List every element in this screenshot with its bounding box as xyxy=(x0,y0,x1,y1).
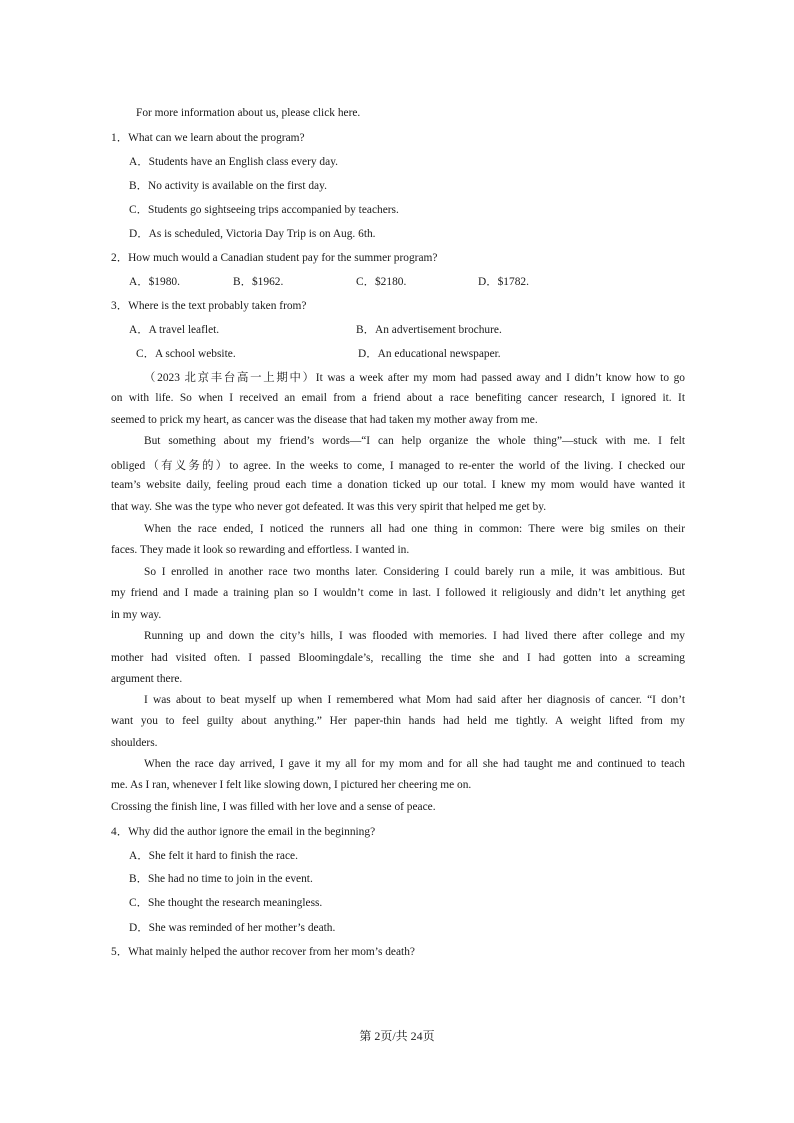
passage-line: argument there. xyxy=(111,673,183,685)
passage-line: shoulders. xyxy=(111,737,158,749)
question-1-option-c: C．Students go sightseeing trips accompanied by teachers. xyxy=(129,204,399,216)
question-4-stem: 4．Why did the author ignore the email in the beginning? xyxy=(111,826,376,838)
passage-line: Running up and down the city’s hills, I was flooded with memories. I had lived there after college and my xyxy=(144,630,685,642)
question-2-option-d: D．$1782. xyxy=(478,276,529,288)
page-footer: 第 2页/共 24页 xyxy=(359,1029,435,1043)
question-5-stem: 5．What mainly helped the author recover from her mom’s death? xyxy=(111,946,415,958)
passage-line: Crossing the finish line, I was filled with her love and a sense of peace. xyxy=(111,801,436,813)
passage-line: But something about my friend’s words—“I can help organize the whole thing”—stuck with me. I felt xyxy=(144,435,685,447)
question-3-option-b: B．An advertisement brochure. xyxy=(356,324,502,336)
question-4-option-d: D．She was reminded of her mother’s death. xyxy=(129,922,336,934)
question-1-stem: 1．What can we learn about the program? xyxy=(111,132,305,144)
passage-line: obliged（有义务的）to agree. In the weeks to come, I managed to re-enter the world of the living. I checked our xyxy=(111,460,685,472)
passage-line: want you to feel guilty about anything.” Her paper-thin hands had held me tightly. A weight lifted from my xyxy=(111,715,685,727)
question-3-option-d: D．An educational newspaper. xyxy=(358,348,501,360)
passage-line: me. As I ran, whenever I felt like slowing down, I pictured her cheering me on. xyxy=(111,779,472,791)
passage-line: mother had visited often. I passed Bloomingdale’s, recalling the time she and I had gotten into a screaming xyxy=(111,652,685,664)
question-3-option-c: C．A school website. xyxy=(136,348,236,360)
passage-line: team’s website daily, feeling proud each time a donation ticked up our total. I knew my mom would have wanted it xyxy=(111,479,685,491)
passage-line: I was about to beat myself up when I remembered what Mom had said after her diagnosis of cancer. “I don’t xyxy=(144,694,685,706)
passage-line: When the race day arrived, I gave it my all for my mom and for all she had taught me and continued to teach xyxy=(144,758,685,770)
question-3-stem: 3．Where is the text probably taken from? xyxy=(111,300,307,312)
question-1-option-b: B．No activity is available on the first day. xyxy=(129,180,327,192)
question-1-option-d: D．As is scheduled, Victoria Day Trip is on Aug. 6th. xyxy=(129,228,376,240)
passage-line: seemed to prick my heart, as cancer was the disease that had taken my mother away from me. xyxy=(111,414,538,426)
passage-line: （2023 北京丰台高一上期中）It was a week after my mom had passed away and I didn’t know how to go xyxy=(144,372,685,384)
question-2-stem: 2．How much would a Canadian student pay for the summer program? xyxy=(111,252,438,264)
passage-line: that way. She was the type who never got defeated. It was this very spirit that helped me get by. xyxy=(111,501,547,513)
intro-line: For more information about us, please click here. xyxy=(136,107,361,119)
passage-line: my friend and I made a training plan so I wouldn’t come in last. I followed it religiously and didn’t let anything get xyxy=(111,587,685,599)
question-2-option-a: A．$1980. xyxy=(129,276,180,288)
question-4-option-a: A．She felt it hard to finish the race. xyxy=(129,850,298,862)
question-3-option-a: A．A travel leaflet. xyxy=(129,324,220,336)
question-2-option-c: C．$2180. xyxy=(356,276,407,288)
passage-line: So I enrolled in another race two months later. Considering I could barely run a mile, it was ambitious. But xyxy=(144,566,685,578)
question-1-option-a: A．Students have an English class every day. xyxy=(129,156,338,168)
question-4-option-c: C．She thought the research meaningless. xyxy=(129,897,323,909)
passage-line: faces. They made it look so rewarding and effortless. I wanted in. xyxy=(111,544,410,556)
question-4-option-b: B．She had no time to join in the event. xyxy=(129,873,313,885)
passage-line: When the race ended, I noticed the runners all had one thing in common: There were big smiles on their xyxy=(144,523,685,535)
question-2-option-b: B．$1962. xyxy=(233,276,284,288)
passage-line: on with life. So when I received an email from a friend about a race benefiting cancer research, I ignored it. It xyxy=(111,392,685,404)
passage-line: in my way. xyxy=(111,609,162,621)
